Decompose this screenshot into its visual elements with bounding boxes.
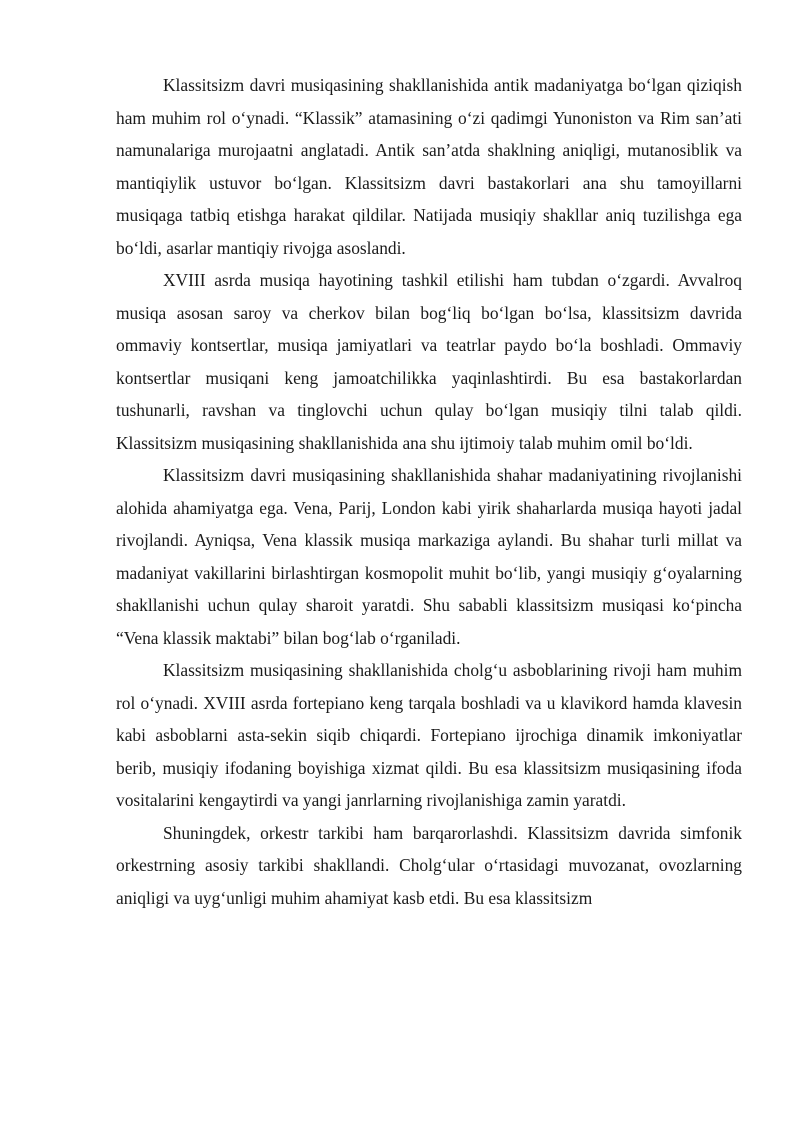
paragraph-antik-madaniyat: Klassitsizm davri musiqasining shakllanishida antik madaniyatga bo‘lgan qiziqish ham muhim rol o‘ynadi. “Klassik” atamasining o‘zi qadimgi Yunoniston va Rim san’ati namunalariga murojaatni anglatadi. Antik san’atda shaklning aniqligi, mutanosiblik va mantiqiylik ustuvor bo‘lgan. Klassitsizm davri bastakorlari ana shu tamoyillarni musiqaga tatbiq etishga harakat qildilar. Natijada musiqiy shakllar aniq tuzilishga ega bo‘ldi, asarlar mantiqiy rivojga asoslandi. xyxy=(116,75,742,258)
paragraph-cholgu-asboblari: Klassitsizm musiqasining shakllanishida cholg‘u asboblarining rivoji ham muhim rol o‘ynadi. XVIII asrda fortepiano keng tarqala boshladi va u klavikord hamda klavesin kabi asboblarni asta-sekin siqib chiqardi. Fortepiano ijrochiga dinamik imkoniyatlar berib, musiqiy ifodaning boyishiga xizmat qildi. Bu esa klassitsizm musiqasining ifoda vositalarini kengaytirdi va yangi janrlarning rivojlanishiga zamin yaratdi. xyxy=(116,660,742,810)
paragraph-orkestr-tarkibi: Shuningdek, orkestr tarkibi ham barqarorlashdi. Klassitsizm davrida simfonik orkestrning asosiy tarkibi shakllandi. Cholg‘ular o‘rtasidagi muvozanat, ovozlarning aniqligi va uyg‘unligi muhim ahamiyat kasb etdi. Bu esa klassitsizm xyxy=(116,822,742,908)
document-body xyxy=(116,69,742,914)
paragraph-musiqa-hayoti: XVIII asrda musiqa hayotining tashkil etilishi ham tubdan o‘zgardi. Avvalroq musiqa asosan saroy va cherkov bilan bog‘liq bo‘lgan bo‘lsa, klassitsizm davrida ommaviy kontsertlar, musiqa jamiyatlari va teatrlar paydo bo‘la boshladi. Ommaviy kontsertlar musiqani keng jamoatchilikka yaqinlashtirdi. Bu esa bastakorlardan tushunarli, ravshan va tinglovchi uchun qulay bo‘lgan musiqiy tilni talab qildi. Klassitsizm musiqasining shakllanishida ana shu ijtimoiy talab muhim omil bo‘ldi. xyxy=(116,270,742,453)
paragraph-shahar-madaniyati: Klassitsizm davri musiqasining shakllanishida shahar madaniyatining rivojlanishi alohida ahamiyatga ega. Vena, Parij, London kabi yirik shaharlarda musiqa hayoti jadal rivojlandi. Ayniqsa, Vena klassik musiqa markaziga aylandi. Bu shahar turli millat va madaniyat vakillarini birlashtirgan kosmopolit muhit bo‘lib, yangi musiqiy g‘oyalarning shakllanishi uchun qulay sharoit yaratdi. Shu sababli klassitsizm musiqasi ko‘pincha “Vena klassik maktabi” bilan bog‘lab o‘rganiladi. xyxy=(116,465,742,648)
